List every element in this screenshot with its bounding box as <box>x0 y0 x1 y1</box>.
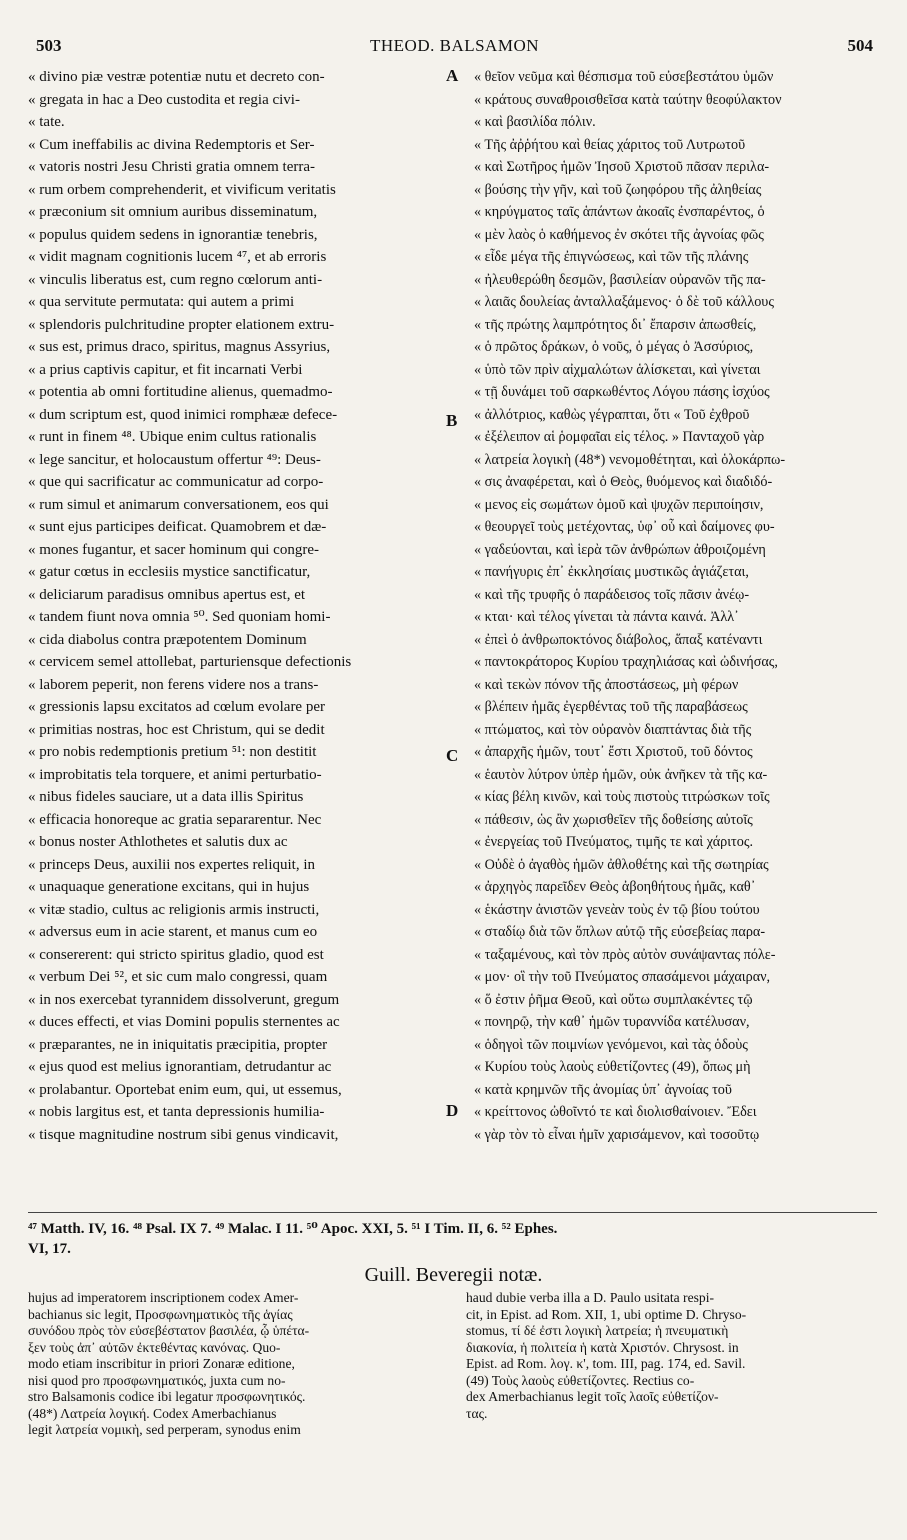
greek-line: « ἑαυτὸν λύτρον ὑπὲρ ἡμῶν, οὐκ ἀνῆκεν τὰ τῆς κα- <box>474 766 768 783</box>
greek-line: « Τῆς ἀῤῥήτου καὶ θείας χάριτος τοῦ Λυτρωτοῦ <box>474 136 746 153</box>
greek-line: « παντοκράτορος Κυρίου τραχηλιάσας καὶ ὠδινήσας, <box>474 654 778 670</box>
greek-line: « εἶδε μέγα τῆς ἐπιγνώσεως, καὶ τῶν τῆς πλάνης <box>474 249 749 265</box>
note-line: Epist. ad Rom. λογ. κ', tom. III, pag. 174, ed. Savil. <box>466 1356 746 1371</box>
latin-line: « efficacia honoreque ac gratia separarentur. Nec <box>28 811 322 828</box>
latin-line: « lege sancitur, et holocaustum offertur ⁴⁹: Deus- <box>28 451 321 468</box>
greek-line: « ὁ πρῶτος δράκων, ὁ νοῦς, ὁ μέγας ὁ Ἀσσύριος, <box>474 339 754 355</box>
latin-line: « vitæ stadio, cultus ac religionis armis instructi, <box>28 901 320 918</box>
note-line: haud dubie verba illa a D. Paulo usitata respi- <box>466 1290 715 1305</box>
running-title: THEOD. BALSAMON <box>370 36 539 55</box>
greek-line: « καὶ τῆς τρυφῆς ὁ παράδεισος τοῖς πᾶσιν ἀνέῳ- <box>474 586 750 603</box>
footnote-line-2: VI, 17. <box>28 1241 71 1257</box>
greek-line: « καὶ τεκὼν πόνον τῆς ἀποστάσεως, μὴ φέρων <box>474 676 739 693</box>
greek-line: « ὁδηγοὶ τῶν ποιμνίων γενόμενοι, καὶ τὰς ὁδοὺς <box>474 1036 748 1053</box>
greek-line: « κράτους συναθροισθεῖσα κατὰ ταύτην θεοφύλακτον <box>474 91 782 108</box>
latin-line: « tandem fiunt nova omnia ⁵⁰. Sed quoniam homi- <box>28 609 331 625</box>
greek-line: « μὲν λαὸς ὁ καθήμενος ἐν σκότει τῆς ἀγνοίας φῶς <box>474 226 764 243</box>
greek-line: « ὅ ἐστιν ῥῆμα Θεοῦ, καὶ οὕτω συμπλακέντες τῷ <box>474 991 753 1008</box>
greek-line: « σις ἀναφέρεται, καὶ ὁ Θεὸς, θυόμενος καὶ διαδιδό- <box>474 474 773 490</box>
greek-line: « σταδίῳ διὰ τῶν ὅπλων αὐτῷ τῆς εὐσεβείας παρα- <box>474 924 766 940</box>
latin-line: « verbum Dei ⁵², et sic cum malo congressi, quam <box>28 969 328 985</box>
latin-line: « duces effecti, et vias Domini populis sternentes ac <box>28 1014 340 1030</box>
latin-line: « prolabantur. Oportebat enim eum, qui, ut essemus, <box>28 1081 342 1098</box>
greek-line: « Κυρίου τοὺς λαοὺς εὐθετίζοντες (49), ὅπως μὴ <box>474 1059 751 1075</box>
latin-line: « rum orbem comprehenderit, et vivificum veritatis <box>28 181 336 198</box>
note-line: hujus ad imperatorem inscriptionem codex Amer- <box>28 1290 299 1305</box>
footnote-line-1: ⁴⁷ Matth. IV, 16. ⁴⁸ Psal. IX 7. ⁴⁹ Malac. I 11. ⁵⁰ Apoc. XXI, 5. ⁵¹ I Tim. II, 6. ⁵² Ephes. <box>28 1221 558 1237</box>
greek-line: « πτώματος, καὶ τὸν οὐρανὸν διαπτάντας διὰ τῆς <box>474 721 752 738</box>
latin-line: « tate. <box>28 114 65 130</box>
greek-line: « θεουργεῖ τοὺς μετέχοντας, ὑφ᾽ οὗ καὶ δαίμονες φυ- <box>474 519 775 535</box>
page-number-right: 504 <box>847 36 873 55</box>
greek-line: « βούσης τὴν γῆν, καὶ τοῦ ζωηφόρου τῆς ἀληθείας <box>474 181 762 198</box>
note-line: συνόδου πρὸς τὸν εὐσεβέστατον βασιλέα, ᾧ ὑπέτα- <box>28 1323 310 1338</box>
footnotes <box>28 1219 877 1259</box>
notes-right-column <box>466 1290 878 1422</box>
latin-line: « gressionis lapsu excitatos ad cœlum evolare per <box>28 699 325 715</box>
latin-line: « bonus noster Athlothetes et salutis dux ac <box>28 834 288 850</box>
latin-line: « cida diabolus contra præpotentem Dominum <box>28 631 307 648</box>
latin-line: « in nos exercebat tyrannidem dissolverunt, gregum <box>28 991 340 1008</box>
notes-left-column <box>28 1290 448 1439</box>
latin-line: « qua servitute permutata: qui autem a primi <box>28 294 295 310</box>
greek-line: « μενος εἰς σωμάτων ὁμοῦ καὶ ψυχῶν περιποίησιν, <box>474 496 764 513</box>
latin-line: « ejus quod est melius ignorantiam, detrudantur ac <box>28 1059 332 1075</box>
notes-title: Guill. Beveregii notæ. <box>364 1264 543 1286</box>
latin-line: « primitias nostras, hoc est Christum, qui se dedit <box>28 721 325 738</box>
greek-line: « ἠλευθερώθη δεσμῶν, βασιλείαν οὐρανῶν τῆς πα- <box>474 271 766 288</box>
latin-line: « a prius captivis capitur, et fit incarnati Verbi <box>28 361 303 378</box>
latin-line: « runt in finem ⁴⁸. Ubique enim cultus rationalis <box>28 429 317 445</box>
note-line: stro Balsamonis codice ibi legatur προσφωνητικός. <box>28 1389 306 1404</box>
note-line: dex Amerbachianus legit τοῖς λαοῖς εὐθετίζον- <box>466 1389 719 1404</box>
greek-line: « κται· καὶ τέλος γίνεται τὰ πάντα καινά. Ἀλλ᾽ <box>474 609 739 625</box>
greek-line: « γὰρ τὸν τὸ εἶναι ἡμῖν χαρισάμενον, καὶ τοσοῦτῳ <box>474 1126 760 1143</box>
latin-line: « vatoris nostri Jesu Christi gratia omnem terra- <box>28 159 316 175</box>
greek-line: « θεῖον νεῦμα καὶ θέσπισμα τοῦ εὐσεβεστάτου ὑμῶν <box>474 69 774 85</box>
latin-line: « Cum ineffabilis ac divina Redemptoris et Ser- <box>28 136 315 153</box>
greek-line: « κηρύγματος ταῖς ἁπάντων ἀκοαῖς ἐνσπαρέντος, ὁ <box>474 204 765 220</box>
latin-line: « nobis largitus est, et tanta depressionis humilia- <box>28 1104 325 1120</box>
margin-letter-b: B <box>446 411 458 430</box>
note-line: τας. <box>466 1405 488 1421</box>
note-line: διακονία, ἡ πολιτεία ἡ κατὰ Χριστόν. Chrysost. in <box>466 1339 739 1355</box>
greek-line: « γαδεύονται, καὶ ἱερὰ τῶν ἀνθρώπων ἀθροιζομένη <box>474 541 766 558</box>
greek-line: « βλέπειν ἡμᾶς ἐγερθέντας τοῦ τῆς παραβάσεως <box>474 699 748 715</box>
latin-line: « sus est, primus draco, spiritus, magnus Assyrius, <box>28 339 331 355</box>
latin-line: « mones fugantur, et sacer hominum qui congre- <box>28 541 319 558</box>
greek-line: « ἀλλότριος, καθὼς γέγραπται, ὅτι « Τοῦ ἐχθροῦ <box>474 406 750 423</box>
note-line: legit λατρεία νομικὴ, sed perperam, synodus enim <box>28 1422 301 1437</box>
latin-line: « populus quidem sedens in ignorantiæ tenebris, <box>28 226 318 243</box>
latin-line: « adversus eum in acie starent, et manus cum eo <box>28 924 318 940</box>
greek-line: « κατὰ κρημνῶν τῆς ἀνομίας ὑπ᾽ ἀγνοίας τοῦ <box>474 1081 732 1098</box>
note-line: (48*) Λατρεία λογική. Codex Amerbachianus <box>28 1405 277 1421</box>
greek-line: « τῇ δυνάμει τοῦ σαρκωθέντος Λόγου πάσης ἰσχύος <box>474 384 770 400</box>
margin-letter-d: D <box>446 1101 459 1120</box>
greek-line: « κρείττονος ὠθοῖντό τε καὶ διολισθαίνοιεν. Ἔδει <box>474 1104 757 1120</box>
greek-line: « ταξαμένους, καὶ τὸν πρὸς αὐτὸν συνάψαντας πόλε- <box>474 946 776 963</box>
page-header <box>36 36 873 58</box>
note-line: cit, in Epist. ad Rom. XII, 1, ubi optime D. Chryso- <box>466 1306 747 1322</box>
note-line: modo etiam inscribitur in priori Zonaræ editione, <box>28 1356 295 1371</box>
greek-line: « μον· οἳ τὴν τοῦ Πνεύματος σπασάμενοι μάχαιραν, <box>474 969 771 985</box>
greek-line: « ἐξέλειπον αἱ ῥομφαῖαι εἰς τέλος. » Πανταχοῦ γὰρ <box>474 429 765 445</box>
latin-line: « gatur cœtus in ecclesiis mystice sanctificatur, <box>28 564 311 580</box>
greek-line: « λατρεία λογικὴ (48*) νενομοθέτηται, καὶ ὁλοκάρπω- <box>474 451 786 468</box>
note-line: ξεν τοὺς ἀπ᾽ αὐτῶν ἐκτεθέντας κανόνας. Quo- <box>28 1339 281 1355</box>
margin-letter-a: A <box>446 66 459 85</box>
greek-line: « ἀρχηγὸς παρεῖδεν Θεὸς ἀβοηθήτους ἡμᾶς, καθ᾽ <box>474 879 756 895</box>
greek-line: « ἑκάστην ἀνιστῶν γενεὰν τοὺς ἐν τῷ βίου τούτου <box>474 901 760 918</box>
greek-line: « ὑπὸ τῶν πρὶν αἰχμαλώτων ἁλίσκεται, καὶ γίνεται <box>474 361 761 378</box>
greek-line: « πονηρῷ, τὴν καθ᾽ ἡμῶν τυραννίδα κατέλυσαν, <box>474 1014 750 1030</box>
latin-line: « pro nobis redemptionis pretium ⁵¹: non destitit <box>28 744 317 760</box>
latin-line: « cervicem semel attollebat, parturiensque defectionis <box>28 654 352 670</box>
page-number-left: 503 <box>36 36 62 55</box>
latin-line: « laborem peperit, non ferens videre nos a trans- <box>28 676 319 693</box>
greek-line: « καὶ Σωτῆρος ἡμῶν Ἰησοῦ Χριστοῦ πᾶσαν περιλα- <box>474 159 770 175</box>
latin-text-column <box>28 66 440 1146</box>
greek-line: « πάθεσιν, ὡς ἂν χωρισθεῖεν τῆς δοθείσης αὐτοῖς <box>474 811 753 828</box>
greek-line: « ἀπαρχῆς ἡμῶν, τουτ᾽ ἔστι Χριστοῦ, τοῦ δόντος <box>474 744 753 760</box>
latin-line: « splendoris pulchritudine propter elationem extru- <box>28 316 335 333</box>
latin-line: « tisque magnitudine nostrum sibi genus vindicavit, <box>28 1126 339 1143</box>
latin-line: « præparantes, ne in iniquitatis præcipitia, propter <box>28 1036 328 1053</box>
latin-line: « deliciarum paradisus omnibus apertus est, et <box>28 586 306 603</box>
latin-line: « princeps Deus, auxilii nos expertes reliquit, in <box>28 856 316 873</box>
latin-line: « improbitatis tela torquere, et animi perturbatio- <box>28 766 322 783</box>
latin-line: « dum scriptum est, quod inimici romphææ defece- <box>28 406 338 423</box>
note-line: (49) Τοὺς λαοὺς εὐθετίζοντες. Rectius co- <box>466 1372 695 1388</box>
latin-line: « consererent: qui stricto spiritus gladio, quod est <box>28 946 324 963</box>
latin-line: « rum simul et animarum conversationem, eos qui <box>28 496 329 513</box>
latin-line: « gregata in hac a Deo custodita et regia civi- <box>28 91 300 108</box>
latin-line: « divino piæ vestræ potentiæ nutu et decreto con- <box>28 69 325 85</box>
greek-text-column <box>474 66 879 1146</box>
margin-letter-c: C <box>446 746 459 765</box>
greek-line: « ἐνεργείας τοῦ Πνεύματος, τιμῆς τε καὶ χάριτος. <box>474 834 754 850</box>
latin-line: « sunt ejus participes deificat. Quamobrem et dæ- <box>28 519 327 535</box>
note-line: nisi quod pro προσφωνηματικός, juxta cum no- <box>28 1372 286 1388</box>
greek-line: « καὶ βασιλίδα πόλιν. <box>474 114 596 130</box>
latin-line: « nibus fideles sauciare, ut a data illis Spiritus <box>28 789 304 805</box>
latin-line: « vidit magnam cognitionis lucem ⁴⁷, et ab erroris <box>28 249 327 265</box>
latin-line: « potentia ab omni fortitudine alienus, quemadmo- <box>28 384 333 400</box>
note-line: bachianus sic legit, Προσφωνηματικὸς τῆς ἁγίας <box>28 1306 293 1322</box>
greek-line: « ἐπεὶ ὁ ἀνθρωποκτόνος διάβολος, ἅπαξ κατέναντι <box>474 631 763 648</box>
latin-line: « præconium sit omnium auribus disseminatum, <box>28 204 318 220</box>
latin-line: « unaquaque generatione excitans, qui in hujus <box>28 879 310 895</box>
latin-line: « que qui sacrificatur ac communicatur ad corpo- <box>28 474 324 490</box>
latin-line: « vinculis liberatus est, cum regno cœlorum anti- <box>28 271 323 288</box>
greek-line: « λαιᾶς δουλείας ἀνταλλαξάμενος· ὁ δὲ τοῦ κάλλους <box>474 294 774 310</box>
note-line: stomus, τί δέ ἐστι λογικὴ λατρεία; ἡ πνευματικὴ <box>466 1323 729 1338</box>
greek-line: « τῆς πρώτης λαμπρότητος δι᾽ ἔπαρσιν ἀπωσθείς, <box>474 316 757 333</box>
greek-line: « πανήγυρις ἐπ᾽ ἐκκλησίαις μυστικῶς ἁγιάζεται, <box>474 564 749 580</box>
greek-line: « Οὐδὲ ὁ ἀγαθὸς ἡμῶν ἀθλοθέτης καὶ τῆς σωτηρίας <box>474 856 769 873</box>
greek-line: « κίας βέλη κινῶν, καὶ τοὺς πιστοὺς τιτρώσκων τοῖς <box>474 789 770 805</box>
footnote-rule <box>28 1212 877 1213</box>
